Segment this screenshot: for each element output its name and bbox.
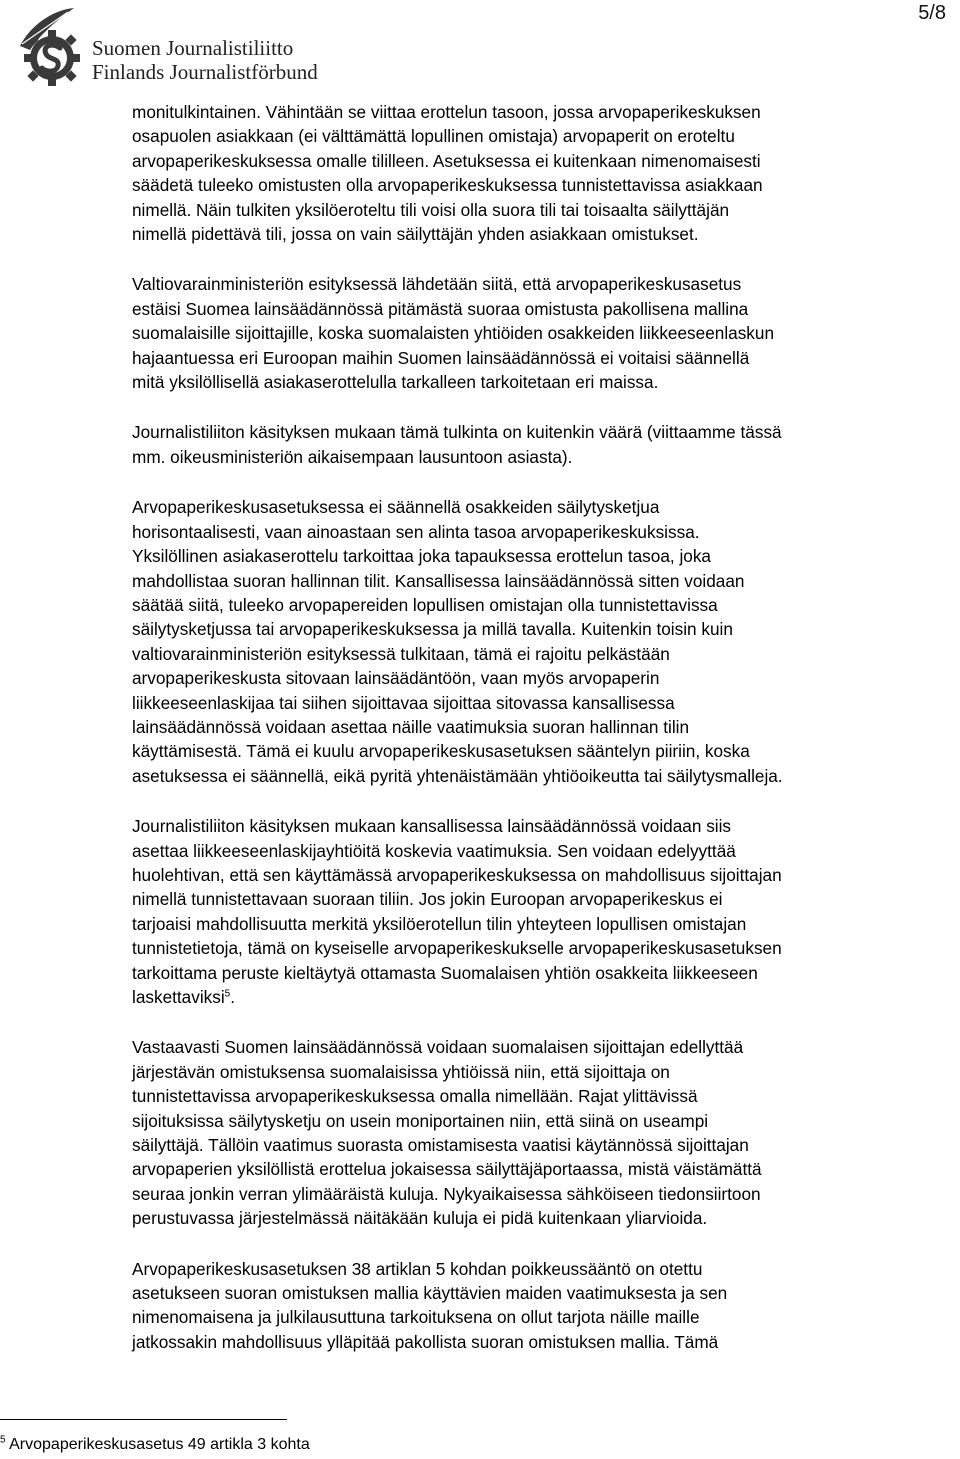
text-line: liikkeeseenlaskijaa tai siihen sijoittavaa sijoittaa sitovassa kansallisessa <box>132 692 675 713</box>
text-line: sijoituksissa säilytysketju on usein moniportainen niin, että siinä on useampi <box>132 1110 709 1131</box>
page-header <box>8 2 952 88</box>
text-line: arvopaperien yksilöllistä erottelua jokaisessa säilyttäjäportaassa, mistä väistämättä <box>132 1159 762 1180</box>
text-line: nimenomaisena ja julkilausuttuna tarkoituksena on ollut tarjota näille maille <box>132 1307 700 1328</box>
text-line: säilytysketjussa tai arvopaperikeskuksessa ja millä tavalla. Kuitenkin toisin kuin <box>132 619 733 640</box>
document-body <box>132 100 957 1380</box>
text-line: lainsäädännössä voidaan asettaa näille vaatimuksia suoran hallinnan tilin <box>132 716 690 737</box>
text-line: valtiovarainministeriön esityksessä tulkitaan, tämä ei rajoitu pelkästään <box>132 643 670 664</box>
text-line: Yksilöllinen asiakaserottelu tarkoittaa joka tapauksessa erottelun tasoa, joka <box>132 546 711 567</box>
text-fragment: laskettaviksi <box>132 987 225 1007</box>
text-line: Arvopaperikeskusasetuksessa ei säännellä osakkeiden säilytysketjua <box>132 497 660 518</box>
footnote <box>0 1436 310 1454</box>
text-line: asetuksessa ei säännellä, eikä pyritä yhtenäistämään yhtiöoikeutta tai säilytysmalleja. <box>132 765 783 786</box>
text-line: mm. oikeusministeriön aikaisempaan lausuntoon asiasta). <box>132 446 573 467</box>
text-line: monitulkintainen. Vähintään se viittaa erottelun tasoon, jossa arvopaperikeskuksen <box>132 102 761 122</box>
text-line: arvopaperikeskuksessa omalle tililleen. Asetuksessa ei kuitenkaan nimenomaisesti <box>132 150 761 171</box>
text-line: nimellä tunnistettavaan suoraan tiliin. Jos jokin Euroopan arvopaperikeskus ei <box>132 889 723 910</box>
text-line: suomalaisille sijoittajille, koska suomalaisten yhtiöiden osakkeiden liikkeeseenlaskun <box>132 323 775 344</box>
text-line: horisontaalisesti, vaan ainoastaan sen alinta tasoa arvopaperikeskuksissa. <box>132 521 700 542</box>
text-fragment: . <box>230 987 235 1007</box>
text-line: käyttämisestä. Tämä ei kuulu arvopaperikeskusasetuksen sääntelyn piiriin, koska <box>132 741 750 762</box>
text-line: hajaantuessa eri Euroopan maihin Suomen lainsäädännössä ei voitaisi säännellä <box>132 347 750 368</box>
paragraph-5 <box>132 814 957 1009</box>
paragraph-1 <box>132 100 957 246</box>
text-line: Journalistiliiton käsityksen mukaan kansallisessa lainsäädännössä voidaan siis <box>132 816 732 837</box>
paragraph-2 <box>132 272 957 394</box>
org-name-finnish: Suomen Journalistiliitto <box>92 36 294 60</box>
text-line: perustuvassa järjestelmässä näitäkään kuluja ei pidä kuitenkaan yliarvioida. <box>132 1208 708 1229</box>
text-line: säädetä tuleeko omistusten olla arvopaperikeskuksessa tunnistettavissa asiakkaan <box>132 175 763 196</box>
text-line: järjestävän omistuksensa suomalaisissa yhtiöissä niin, että sijoittaja on <box>132 1061 670 1082</box>
text-line: säilyttäjä. Tällöin vaatimus suorasta omistamisesta vaatisi käytännössä sijoittajan <box>132 1135 749 1156</box>
text-line: tunnistettavissa arvopaperikeskuksessa omalla nimellään. Rajat ylittävissä <box>132 1086 698 1107</box>
paragraph-6 <box>132 1035 957 1230</box>
footnote-text: Arvopaperikeskusasetus 49 artikla 3 kohta <box>9 1436 310 1453</box>
text-line: nimellä pidettävä tili, jossa on vain säilyttäjän yhden asiakkaan omistukset. <box>132 224 699 245</box>
text-line: estäisi Suomea lainsäädännössä pitämästä suoraa omistusta pakollisena mallina <box>132 298 749 319</box>
footnote-number: 5 <box>0 1434 6 1446</box>
text-line: tarkoittama peruste kieltäytyä ottamasta Suomalaisen yhtiön osakkeita liikkeeseen <box>132 962 758 983</box>
text-line: Arvopaperikeskusasetuksen 38 artiklan 5 kohdan poikkeussääntö on otettu <box>132 1258 703 1279</box>
text-line: Valtiovarainministeriön esityksessä lähdetään siitä, että arvopaperikeskusasetus <box>132 274 742 295</box>
journalist-union-logo-icon <box>12 6 88 88</box>
footnote-reference[interactable]: 5 <box>224 988 231 1000</box>
paragraph-4 <box>132 495 957 788</box>
text-line: nimellä. Näin tulkiten yksilöeroteltu tili voisi olla suora tili tai toisaalta säilyttäjän <box>132 199 730 220</box>
text-line: arvopaperikeskusta sitovaan lainsäädäntöön, vaan myös arvopaperin <box>132 668 660 689</box>
paragraph-3 <box>132 420 957 469</box>
page-number: 5/8 <box>918 2 946 24</box>
text-line: osapuolen asiakkaan (ei välttämättä lopullinen omistaja) arvopaperit on eroteltu <box>132 126 735 147</box>
paragraph-7 <box>132 1257 957 1355</box>
footnote-separator <box>0 1419 287 1420</box>
text-line: asetukseen suoran omistuksen mallia käyttävien maiden vaatimuksesta ja sen <box>132 1283 728 1304</box>
text-line: mitä yksilöllisellä asiakaserottelulla tarkalleen tarkoitetaan eri maissa. <box>132 372 659 393</box>
text-line: mahdollistaa suoran hallinnan tilit. Kansallisessa lainsäädännössä sitten voidaan <box>132 570 745 591</box>
org-name-swedish: Finlands Journalistförbund <box>92 60 318 84</box>
text-line: tarjoaisi mahdollisuutta merkitä yksilöerotellun tilin yhteyteen lopullisen omistajan <box>132 913 747 934</box>
text-line: tunnistetietoja, tämä on kyseiselle arvopaperikeskukselle arvopaperikeskusasetuksen <box>132 938 782 959</box>
text-line: asettaa liikkeeseenlaskijayhtiöitä koskevia vaatimuksia. Sen voidaan edelyyttää <box>132 840 736 861</box>
text-line: seuraa jonkin verran ylimääräistä kuluja. Nykyaikaisessa sähköiseen tiedonsiirtoon <box>132 1183 761 1204</box>
text-line: Journalistiliiton käsityksen mukaan tämä tulkinta on kuitenkin väärä (viittaamme tässä <box>132 422 782 443</box>
text-line: säätää siitä, tuleeko arvopapereiden lopullisen omistajan olla tunnistettavissa <box>132 594 718 615</box>
text-line: Vastaavasti Suomen lainsäädännössä voidaan suomalaisen sijoittajan edellyttää <box>132 1037 744 1058</box>
text-line: huolehtivan, että sen käyttämässä arvopaperikeskuksessa on mahdollisuus sijoittajan <box>132 864 782 885</box>
text-line: jatkossakin mahdollisuus ylläpitää pakollista suoran omistuksen mallia. Tämä <box>132 1331 719 1352</box>
organization-names <box>92 36 318 84</box>
text-line-with-footnote <box>132 985 957 1009</box>
